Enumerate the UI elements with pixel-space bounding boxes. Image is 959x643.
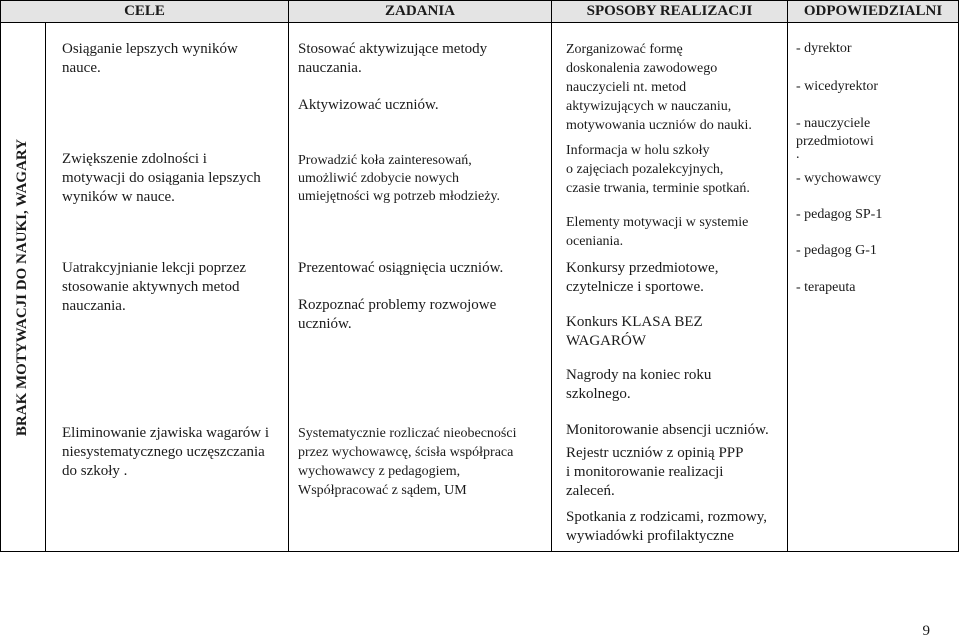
odpowiedzialni-item: - wychowawcy: [796, 171, 882, 186]
odpowiedzialni-item: - nauczyciele przedmiotowi .: [796, 116, 874, 162]
side-label-cell: [0, 23, 45, 552]
zadania-item: Prezentować osiągnięcia uczniów.: [298, 260, 504, 276]
col-divider-3: [787, 0, 788, 552]
sposoby-item: Konkurs KLASA BEZ WAGARÓW: [566, 314, 703, 349]
odpowiedzialni-item: - terapeuta: [796, 280, 856, 295]
header-sposoby: SPOSOBY REALIZACJI: [552, 0, 787, 22]
sposoby-item: Elementy motywacji w systemie oceniania.: [566, 215, 749, 249]
sposoby-item: Nagrody na koniec roku szkolnego.: [566, 367, 712, 402]
header-zadania: ZADANIA: [289, 0, 551, 22]
sposoby-item: Monitorowanie absencji uczniów.: [566, 422, 769, 438]
zadania-item: Prowadzić koła zainteresowań, umożliwić zdobycie nowych umiejętności wg potrzeb młodzieży.: [298, 153, 501, 204]
cele-item: Uatrakcyjnianie lekcji poprzez stosowanie aktywnych metod nauczania.: [62, 260, 247, 314]
page-number: 9: [922, 623, 930, 639]
sposoby-item: Zorganizować formę doskonalenia zawodowego nauczycieli nt. metod aktywizujących w nauczaniu, motywowania uczniów do nauki.: [566, 42, 752, 133]
odpowiedzialni-item: - dyrektor: [796, 41, 852, 56]
cele-item: Zwiększenie zdolności i motywacji do osiągania lepszych wyników w nauce.: [62, 151, 261, 205]
side-label: BRAK MOTYWACJI DO NAUKI, WAGARY: [14, 138, 31, 437]
sposoby-item: Informacja w holu szkoły o zajęciach pozalekcyjnych, czasie trwania, terminie spotkań.: [566, 143, 750, 196]
header-cele: CELE: [1, 0, 288, 22]
col-divider-2: [551, 0, 552, 552]
sposoby-item: Rejestr uczniów z opinią PPP i monitorowanie realizacji zaleceń.: [566, 445, 744, 499]
odpowiedzialni-item: - pedagog G-1: [796, 243, 877, 258]
zadania-item: Rozpoznać problemy rozwojowe uczniów.: [298, 297, 497, 332]
odpowiedzialni-item: - wicedyrektor: [796, 79, 879, 94]
col-divider-1: [288, 0, 289, 552]
cele-item: Eliminowanie zjawiska wagarów i niesystematycznego uczęszczania do szkoły .: [62, 425, 270, 479]
border-top: [0, 0, 959, 1]
header-odpowiedzialni: ODPOWIEDZIALNI: [788, 0, 958, 22]
zadania-item: Stosować aktywizujące metody nauczania.: [298, 41, 488, 76]
cele-item: Osiąganie lepszych wyników nauce.: [62, 41, 238, 76]
border-bottom: [0, 551, 959, 552]
sposoby-item: Spotkania z rodzicami, rozmowy, wywiadówki profilaktyczne: [566, 509, 768, 544]
zadania-item: Aktywizować uczniów.: [298, 97, 439, 113]
sposoby-item: Konkursy przedmiotowe, czytelnicze i sportowe.: [566, 260, 719, 295]
header-divider: [0, 22, 959, 23]
zadania-item: Systematycznie rozliczać nieobecności przez wychowawcę, ścisła współpraca wychowawcy z pedagogiem, Współpracować z sądem, UM: [298, 426, 517, 498]
odpowiedzialni-item: - pedagog SP-1: [796, 207, 883, 222]
side-divider: [45, 22, 46, 552]
